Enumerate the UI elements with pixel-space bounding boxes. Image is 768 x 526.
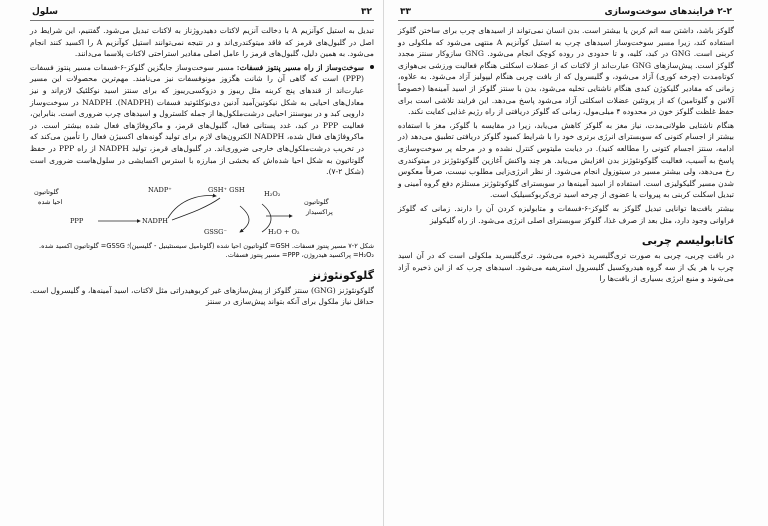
gssg-label: GSSG⁻	[204, 227, 227, 236]
section-title-gluconeogenesis: گلوکونئوژنز	[310, 268, 374, 282]
figure-caption: شکل ۲-۷ مسیر پنتوز فسفات. GSH= گلوتاتیون احیا شده (گلوتامیل سیستئینیل - گلیسین)؛ GSSG= گلوتاتیون اکسید شده. H₂O₂= پراکسید هیدروژن، PPP= مسیر پنتوز فسفات.	[39, 241, 374, 260]
nadp-plus-label: NADP⁺	[148, 185, 172, 194]
gr-label-line1: گلوتاتیون	[34, 187, 59, 196]
bullet-title: سوخت‌وساز از راه مسیر پنتوز فسفات:	[236, 62, 364, 72]
paragraph-glycolysis	[398, 203, 734, 226]
right-running-head: ۲-۲ فرایندهای سوخت‌وسازی	[604, 7, 732, 17]
h2o2-label: H₂O₂	[264, 189, 281, 198]
section-body-fat-catabolism: در بافت چربی، چربی به صورت تری‌گلیسرید ذخیره می‌شود. تری‌گلیسرید ملکولی است که در آن اسید چرب با هر یک از سه گروه هیدروکسیل گلیسرول استریفیه می‌شود. اسیدهای چرب که از این ذخیره آزاد می‌شوند و منبع انرژی بسیاری از بافت‌ها را	[398, 251, 734, 284]
right-body	[398, 25, 734, 226]
gsh-gsh-label: GSH⁺ GSH	[208, 185, 245, 194]
paragraph-glycolysis-body: بیشتر بافت‌ها توانایی تبدیل گلوکز به گلوکز-۶-فسفات و متابولیزه کردن آن را دارند. زمانی که گلوکز فراوانی وجود دارد، مثل بعد از صرف غذا، گلوکز سوبسترای اصلی انرژی می‌شود.	[398, 203, 734, 225]
right-page-header	[398, 4, 734, 21]
left-body	[30, 25, 374, 178]
section-title-fat-catabolism: کاتابولیسم چربی	[641, 234, 734, 248]
bullet-pentose-phosphate	[30, 62, 374, 178]
gr-label-line2: احیا شده	[38, 197, 63, 206]
right-page-number: ۳۳	[400, 7, 411, 17]
section-body-gluconeogenesis: گلوکونئوژنز (GNG) سنتز گلوکز از پیش‌سازهای غیر کربوهیدراتی مثل لاکتات، اسید آمینه‌ها، و گلیسرول است. حداقل نیاز ملکول برای آنکه بتواند پیش‌سازی در سنتز	[30, 285, 374, 307]
right-page	[384, 0, 768, 526]
nadph-label: NADPH	[142, 216, 169, 225]
ppp-label: PPP	[70, 216, 84, 225]
gsh-curve	[240, 206, 249, 232]
bullet-body: مسیر سوخت‌وساز جایگزین گلوکز-۶-فسفات مسیر پنتوز فسفات (PPP) است که گاهی آن را شانت هگزوز مونوفسفات نیز می‌نامند. مهم‌ترین محصولات این مسیر عبارت‌اند از قندهای پنج کربنه مثل ریبوز و دزوکسی‌ریبوز که برای سنتز اسید نوکلئیک لازم‌اند و نیز معادل‌های احیایی به شکل نیکوتین‌آمید آدنین دی‌نوکلئوتید فسفات (NADPH). NADPH در سوخت‌وساز دارویی کبد و در بیوسنتز احیایی درشت‌ملکول‌ها از جمله کلسترول و اسیدهای چرب ضروری است. بنابراین، فعالیت PPP در کبد، غدد پستانی فعال، گلبول‌های قرمز، و ماکروفاژهای فعال شده بیشتر است. در ماکروفاژهای فعال شده، NADPH الکترون‌های لازم برای تولید گونه‌های اکسیژن فعال را تأمین می‌کند که در تخریب درشت‌ملکول‌های خارجی ضروری‌اند. در گلبول‌های قرمز، تولید NADPH از راه PPP در حفظ گلوتاتیون به شکل احیا شده‌اش که بخشی از مبارزه با استرس اکسایشی در سلول‌هاست ضروری است (شکل ۲-۷).	[30, 62, 365, 177]
paragraph-glycolysis-lead: از راه گلیکولیز	[429, 215, 476, 225]
nadp-curve-back	[172, 198, 220, 220]
water-label: H₂O + O₂	[268, 227, 300, 236]
left-page-header	[30, 4, 374, 21]
bullet-dot-icon	[370, 65, 374, 69]
figure-pentose-phosphate-diagram	[30, 184, 374, 240]
gpx-label-line2: پراکسیداز	[306, 207, 333, 216]
paragraph-fasting: هنگام ناشتایی طولانی‌مدت، نیاز مغز به گلوکز کاهش می‌یابد، زیرا در مقایسه با گلوکز، مغز با استفاده بیشتر از اجسام کتونی که سوبسترای انرژی برتری خود را با شرایط کمبود گلوکز دریافتی تطبیق می‌دهد (در ادامه، سنتز اجسام کتونی را مطالعه کنید). در دیابت ملیتوس کنترل نشده و در مرحله پر سوخت‌وسازی پاسخ به آسیب، فعالیت گلوکونئوژنز بدن افزایش می‌یابد. هر چند واکنش آغازین گلوکونئوژنز در میتوکندری رخ می‌دهد، ولی بیشتر مسیر در سیتوزول انجام می‌شود. از نظر انرژی‌زایی مطلوب نیست، صرفاً معکوس شدن مسیر گلیکولیزی است. استفاده از اسید آمینه‌ها در سوبسترای گلوکونئوژنز مستلزم دفع گروه آمینی و تبدیل اسکلت کربنی به پیروات یا عضوی از چرخه اسید تری‌کربوکسیلیک است.	[398, 120, 734, 200]
nadph-curve-up	[168, 195, 216, 217]
paragraph-lactate: تبدیل به استیل کوآنزیم A با دخالت آنزیم لاکتات دهیدروژناز به لاکتات تبدیل می‌شود. گفتنیم، این شرایط در اصل در گلبول‌های قرمز که فاقد میتوکندری‌اند و در نتیجه نمی‌توانند استیل کوآنزیم A را اکسید کنند انجام می‌شود. به همین دلیل، گلبول‌های قرمز را عامل اصلی مقادیر استراحتی لاکتات پلاسما می‌دانند.	[30, 26, 374, 59]
left-running-head: سلول	[32, 7, 58, 17]
left-page-number: ۳۲	[361, 7, 372, 17]
gpx-label-line1: گلوتاتیون	[304, 197, 329, 206]
paragraph-gng-precursors: گلوکز باشد، داشتن سه اتم کربن یا بیشتر است. بدن انسان نمی‌تواند از اسیدهای چرب برای ساختن گلوکز استفاده کند، زیرا مسیر سوخت‌وساز اسیدهای چرب به استیل کوآنزیم A منتهی می‌شود که ملکولی دو کربنی است. GNG در کبد، کلیه، و تا حدودی در روده کوچک انجام می‌شود. GNG سازوکار سنتز مجدد گلوکز است. پیش‌سازهای GNG عبارت‌اند از لاکتات که از عضلات اسکلتی هنگام فعالیت ورزشی بی‌هوازی کوتاه‌مدت (چرخه کوری) آزاد می‌شود، و گلیسرول که از بافت چربی هنگام لیپولیز آزاد می‌شود. به علاوه، زمانی که مقادیر گلیکوژن کبدی هنگام ناشتایی تخلیه می‌شود، بدن با سنتز گلوکز از اسید آمینه‌ها (خصوصاً آلانین و گلوتامین) که از پروتئین عضلات اسکلتی آزاد می‌شود پاسخ می‌دهد. این فرایند تلاشی است برای حفظ غلظت گلوکز خون در محدوده ۴ میلی‌مول، زمانی که گلوکز دریافتی از راه رژیم غذایی کفایت نکند.	[398, 26, 734, 117]
